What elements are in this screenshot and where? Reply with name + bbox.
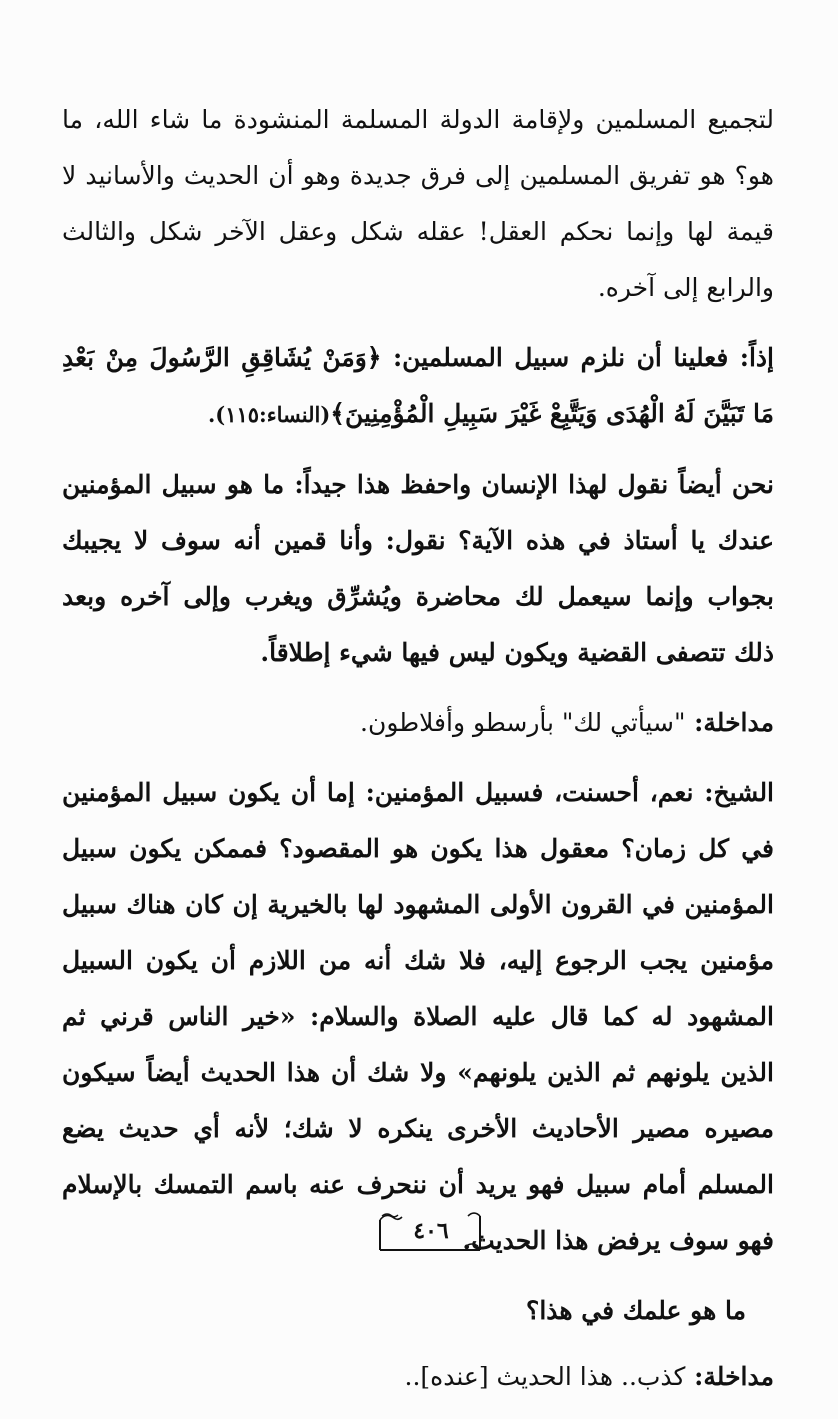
page-footer [376, 1210, 484, 1254]
paragraph-4-text: "سيأتي لك" بأرسطو وأفلاطون. [360, 708, 686, 737]
page-number: ٤٠٦ [413, 1218, 449, 1244]
speaker-label: مداخلة: [685, 1362, 774, 1391]
paragraph-2-lead: إذاً: فعلينا أن نلزم سبيل المسلمين: [381, 343, 774, 372]
paragraph-7-text: كذب.. هذا الحديث [عنده].. [404, 1362, 686, 1391]
speaker-label: مداخلة: [685, 708, 774, 737]
paragraph-5-text: نعم، أحسنت، فسبيل المؤمنين: إما أن يكون سبيل المؤمنين في كل زمان؟ معقول هذا يكون هو المقصود؟ فممكن يكون سبيل المؤمنين في القرون الأولى المشهود لها بالخيرية إن كان هناك سبيل مؤمنين يجب الرجوع إليه، فلا شك أنه من اللازم أن يكون السبيل المشهود له كما قال عليه الصلاة والسلام: «خير الناس قرني ثم الذين يلونهم ثم الذين يلونهم» ولا شك أن هذا الحديث أيضاً سيكون مصيره مصير الأحاديث الأخرى ينكره لا شك؛ لأنه أي حديث يضع المسلم أمام سبيل فهو يريد أن ننحرف عنه باسم التمسك بالإسلام فهو سوف يرفض هذا الحديث. [62, 778, 774, 1255]
paragraph-4 [62, 695, 774, 751]
paragraph-3 [62, 457, 774, 681]
paragraph-3-text: نحن أيضاً نقول لهذا الإنسان واحفظ هذا جيداً: ما هو سبيل المؤمنين عندك يا أستاذ في هذه الآية؟ نقول: وأنا قمين أنه سوف لا يجيبك بجواب وإنما سيعمل لك محاضرة ويُشرِّق ويغرب وإلى آخره وبعد ذلك تتصفى القضية ويكون ليس فيها شيء إطلاقاً. [62, 470, 774, 667]
paragraph-1 [62, 92, 774, 316]
paragraph-6-text: ما هو علمك في هذا؟ [526, 1296, 746, 1325]
speaker-label: الشيخ: [693, 778, 775, 807]
paragraph-6 [62, 1283, 774, 1339]
verse-reference: (النساء:١١٥). [207, 402, 331, 427]
quran-verse: ﴿وَمَنْ يُشَاقِقِ الرَّسُولَ مِنْ بَعْدِ مَا تَبَيَّنَ لَهُ الْهُدَى وَيَتَّبِعْ غَيْرَ سَبِيلِ الْمُؤْمِنِينَ﴾ [62, 343, 774, 428]
paragraph-1-text: لتجميع المسلمين ولإقامة الدولة المسلمة المنشودة ما شاء الله، ما هو؟ هو تفريق المسلمين إلى فرق جديدة وهو أن الحديث والأسانيد لا قيمة لها وإنما نحكم العقل! عقله شكل وعقل الآخر شكل والثالث والرابع إلى آخره. [62, 105, 774, 302]
paragraph-2 [62, 330, 774, 443]
paragraph-5 [62, 765, 774, 1269]
paragraph-7 [62, 1349, 774, 1405]
